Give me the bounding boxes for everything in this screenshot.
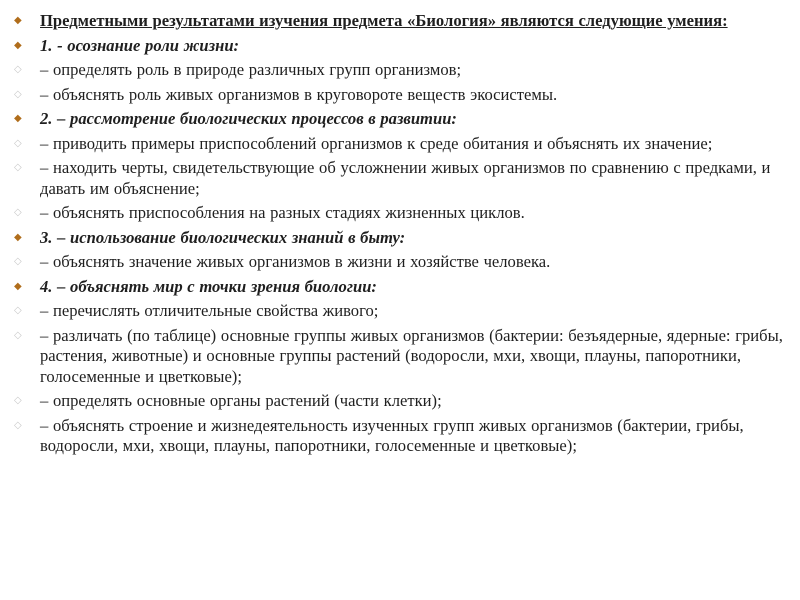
list-item-text: – объяснять приспособления на разных стадиях жизненных циклов.	[40, 203, 525, 222]
list-item	[14, 60, 784, 81]
list-item-text: – объяснять строение и жизнедеятельность изученных групп живых организмов (бактерии, грибы, водоросли, мхи, хвощи, плауны, папоротники, голосеменные и цветковые);	[40, 415, 744, 455]
section-heading-1	[14, 36, 784, 57]
diamond-bullet-icon: ◆	[14, 15, 22, 26]
list-item-text: – объяснять роль живых организмов в круговороте веществ экосистемы.	[40, 84, 558, 104]
hollow-diamond-bullet-icon: ◇	[14, 419, 22, 431]
section-heading-text: 4. – объяснять мир с точки зрения биологии:	[40, 276, 377, 296]
list-item	[14, 158, 784, 199]
list-item	[14, 134, 784, 155]
hollow-diamond-bullet-icon: ◇	[14, 137, 22, 149]
section-heading-text: 3. – использование биологических знаний в быту:	[40, 227, 406, 247]
header-text: Предметными результатами изучения предмета «Биология» являются следующие умения:	[40, 11, 728, 30]
list-item-text: – определять основные органы растений (части клетки);	[40, 391, 442, 410]
list-item	[14, 391, 784, 412]
section-heading-4	[14, 277, 784, 298]
list-item	[14, 85, 784, 106]
hollow-diamond-bullet-icon: ◇	[14, 395, 22, 406]
hollow-diamond-bullet-icon: ◇	[14, 305, 22, 316]
list-item-text: – объяснять значение живых организмов в жизни и хозяйстве человека.	[40, 252, 551, 271]
list-item	[14, 252, 784, 273]
hollow-diamond-bullet-icon: ◇	[14, 256, 22, 267]
diamond-bullet-icon: ◆	[14, 113, 22, 124]
list-item	[14, 326, 784, 388]
diamond-bullet-icon: ◆	[14, 39, 22, 51]
hollow-diamond-bullet-icon: ◇	[14, 162, 22, 173]
list-item-header	[14, 11, 784, 32]
section-heading-3	[14, 228, 784, 249]
list-item-text: – находить черты, свидетельствующие об усложнении живых организмов по сравнению с предками, и давать им объяснение;	[40, 158, 771, 198]
diamond-bullet-icon: ◆	[14, 231, 22, 243]
list-item	[14, 301, 784, 322]
hollow-diamond-bullet-icon: ◇	[14, 88, 22, 100]
list-item	[14, 416, 784, 457]
list-item	[14, 203, 784, 224]
bullet-list	[14, 11, 784, 457]
hollow-diamond-bullet-icon: ◇	[14, 207, 22, 218]
list-item-text: – приводить примеры приспособлений организмов к среде обитания и объяснять их значение;	[40, 133, 713, 153]
hollow-diamond-bullet-icon: ◇	[14, 329, 22, 341]
section-heading-2	[14, 109, 784, 130]
list-item-text: – определять роль в природе различных групп организмов;	[40, 60, 462, 79]
section-heading-text: 2. – рассмотрение биологических процессов в развитии:	[40, 109, 457, 128]
diamond-bullet-icon: ◆	[14, 280, 22, 292]
list-item-text: – различать (по таблице) основные группы живых организмов (бактерии: безъядерные, ядерные: грибы, растения, животные) и основные группы растений (водоросли, мхи, хвощи, плауны, папоротники, голосеменные и цветковые);	[40, 325, 783, 386]
hollow-diamond-bullet-icon: ◇	[14, 64, 22, 75]
section-heading-text: 1. - осознание роли жизни:	[40, 35, 240, 55]
list-item-text: – перечислять отличительные свойства живого;	[40, 301, 379, 320]
